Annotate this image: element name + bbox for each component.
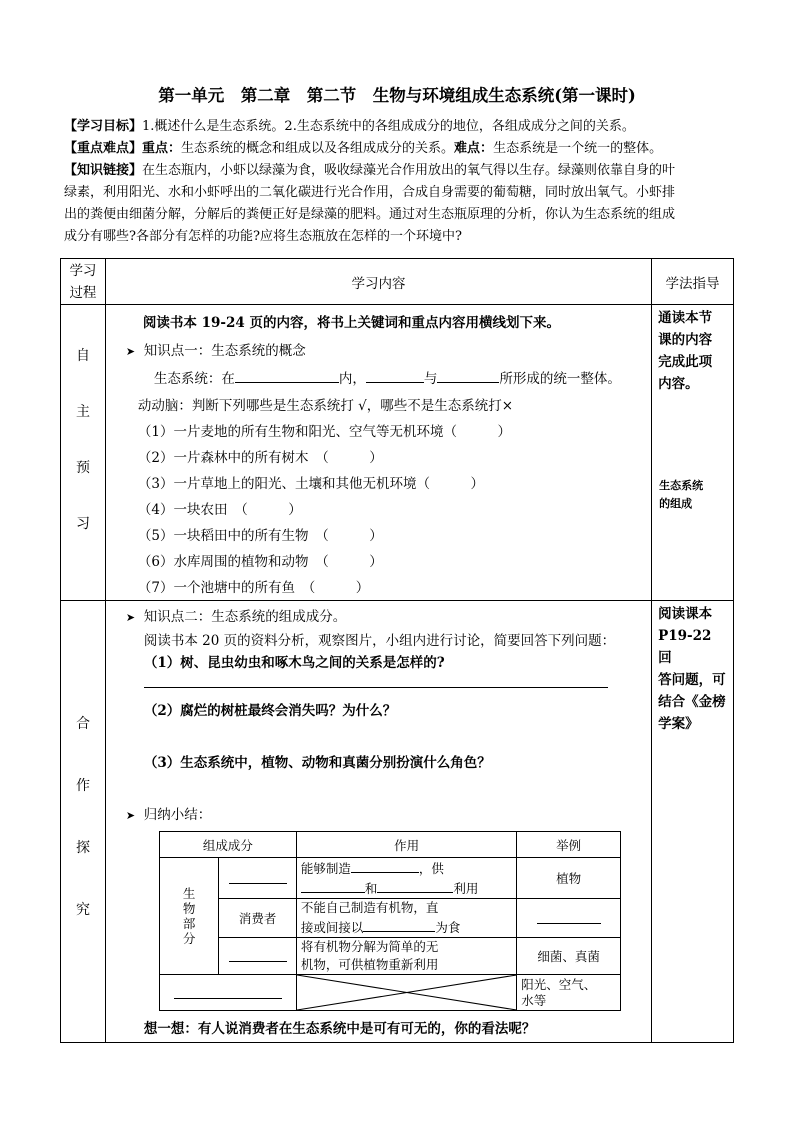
link-line-2: 绿素，利用阳光、水和小虾呼出的二氧化碳进行光合作用，合成自身需要的葡萄糖，同时放出氧气。小虾排 [64,185,676,200]
header-process [61,259,106,305]
consumer-function: 不能自己制造有机物，直 接或间接以 为食 [296,899,516,938]
key-label-1: 重点： [142,141,182,156]
link-line-1: 在生态瓶内，小虾以绿藻为食，吸收绿藻光合作用放出的氧气得以生存。绿藻则依靠自身的叶 [142,163,676,178]
question-2: （2）腐烂的树桩最终会消失吗？为什么？ [143,703,397,719]
producer-blank[interactable] [219,858,297,899]
self-study-content [105,305,651,601]
decomposer-blank[interactable] [219,938,297,975]
list-item: （7）一个池塘中的所有鱼 （ ） [137,580,370,596]
header-guide: 学法指导 [652,259,734,305]
think-question: 想一想：有人说消费者在生态系统中是可有可无的，你的看法呢？ [143,1021,536,1037]
consumer-example-blank[interactable] [517,899,621,938]
link-tag: 【知识链接】 [64,163,143,178]
abiotic-blank[interactable] [160,975,297,1011]
key-points [64,138,734,160]
header-process-2: 过程 [69,284,97,301]
blank-1[interactable] [235,368,339,383]
producer-example: 植物 [517,858,621,899]
list-item: （1）一片麦地的所有生物和阳光、空气等无机环境（ ） [137,424,511,440]
link-line-4: 成分有哪些?各部分有怎样的功能?应将生态瓶放在怎样的一个环境中? [64,229,462,244]
key-tag: 【重点难点】 [64,141,143,156]
page-title: 第一单元 第二章 第二节 生物与环境组成生态系统(第一课时) [158,86,636,105]
col-function: 作用 [296,832,516,858]
guide-ecosystem-composition: 生态系统 的组成 [659,479,704,510]
blank-2[interactable] [366,368,424,383]
section-cooperative: 合 作 探 究 [61,601,106,1043]
col-component: 组成成分 [160,832,297,858]
guide-text-1: 通读本节 课的内容 完成此项 内容。 [658,310,713,392]
section-self-study: 自 主 预 习 [61,305,106,601]
key-label-2: 难点： [454,141,494,156]
header-process-1: 学习 [69,262,97,279]
judge-prompt: 动动脑：判断下列哪些是生态系统打 √，哪些不是生态系统打× [137,398,514,414]
cooperative-guide [652,601,734,1043]
consumer-label: 消费者 [219,899,297,938]
arrow-icon: ➤ [125,611,136,624]
definition-line: 生态系统：在 内， 与 所形成的统一整体。 [154,367,621,387]
producer-function: 能够制造 ，供 和 利用 [296,858,516,899]
link-line-3: 出的粪便由细菌分解，分解后的粪便正好是绿藻的肥料。通过对生态瓶原理的分析，你认为生态系统的组成 [64,207,676,222]
biotic-part: 生物部分 [160,858,219,975]
composition-table [159,831,621,1011]
arrow-icon: ➤ [125,345,136,358]
self-study-guide [652,305,734,601]
cross-out-icon [297,975,516,1010]
question-3: （3）生态系统中，植物、动物和真菌分别扮演什么角色？ [143,755,491,771]
header-content: 学习内容 [105,259,651,305]
goals-text: 1.概述什么是生态系统。2.生态系统中的各组成成分的地位，各组成成分之间的关系。 [142,119,635,134]
summary-heading: ➤ 归纳小结： [125,807,212,823]
knowledge-point-1: ➤ 知识点一：生态系统的概念 [125,343,306,359]
list-item: （6）水库周围的植物和动物 （ ） [137,554,383,570]
decomposer-example: 细菌、真菌 [517,938,621,975]
key-text-1: 生态系统的概念和组成以及各组成成分的关系。 [181,141,455,156]
goals-tag: 【学习目标】 [64,119,143,134]
pre-read-text: 阅读书本 19-24 页的内容，将书上关键词和重点内容用横线划下来。 [142,315,560,331]
list-item: （3）一片草地上的阳光、土壤和其他无机环境（ ） [137,476,484,492]
blank-3[interactable] [437,368,499,383]
question-1: （1）树、昆虫幼虫和啄木鸟之间的关系是怎样的? [143,655,445,671]
list-item: （5）一块稻田中的所有生物 （ ） [137,528,383,544]
learning-goals [64,116,734,138]
abiotic-function-crossed [296,975,516,1011]
abiotic-example: 阳光、空气、 水等 [517,975,621,1011]
col-example: 举例 [517,832,621,858]
read-instruction: 阅读书本 20 页的资料分析，观察图片，小组内进行讨论，简要回答下列问题： [143,633,616,649]
key-text-2: 生态系统是一个统一的整体。 [493,141,663,156]
decomposer-function: 将有机物分解为简单的无 机物，可供植物重新利用 [296,938,516,975]
list-item: （2）一片森林中的所有树木 （ ） [137,450,383,466]
knowledge-point-2: ➤ 知识点二：生态系统的组成成分。 [125,609,347,625]
answer-line-1[interactable] [144,687,608,688]
arrow-icon: ➤ [125,809,136,822]
list-item: （4）一块农田 （ ） [137,502,302,518]
guide-text-2: 阅读课本 P19-22 回 答问题，可 结合《金榜 学案》 [658,606,726,732]
knowledge-link [64,160,734,182]
